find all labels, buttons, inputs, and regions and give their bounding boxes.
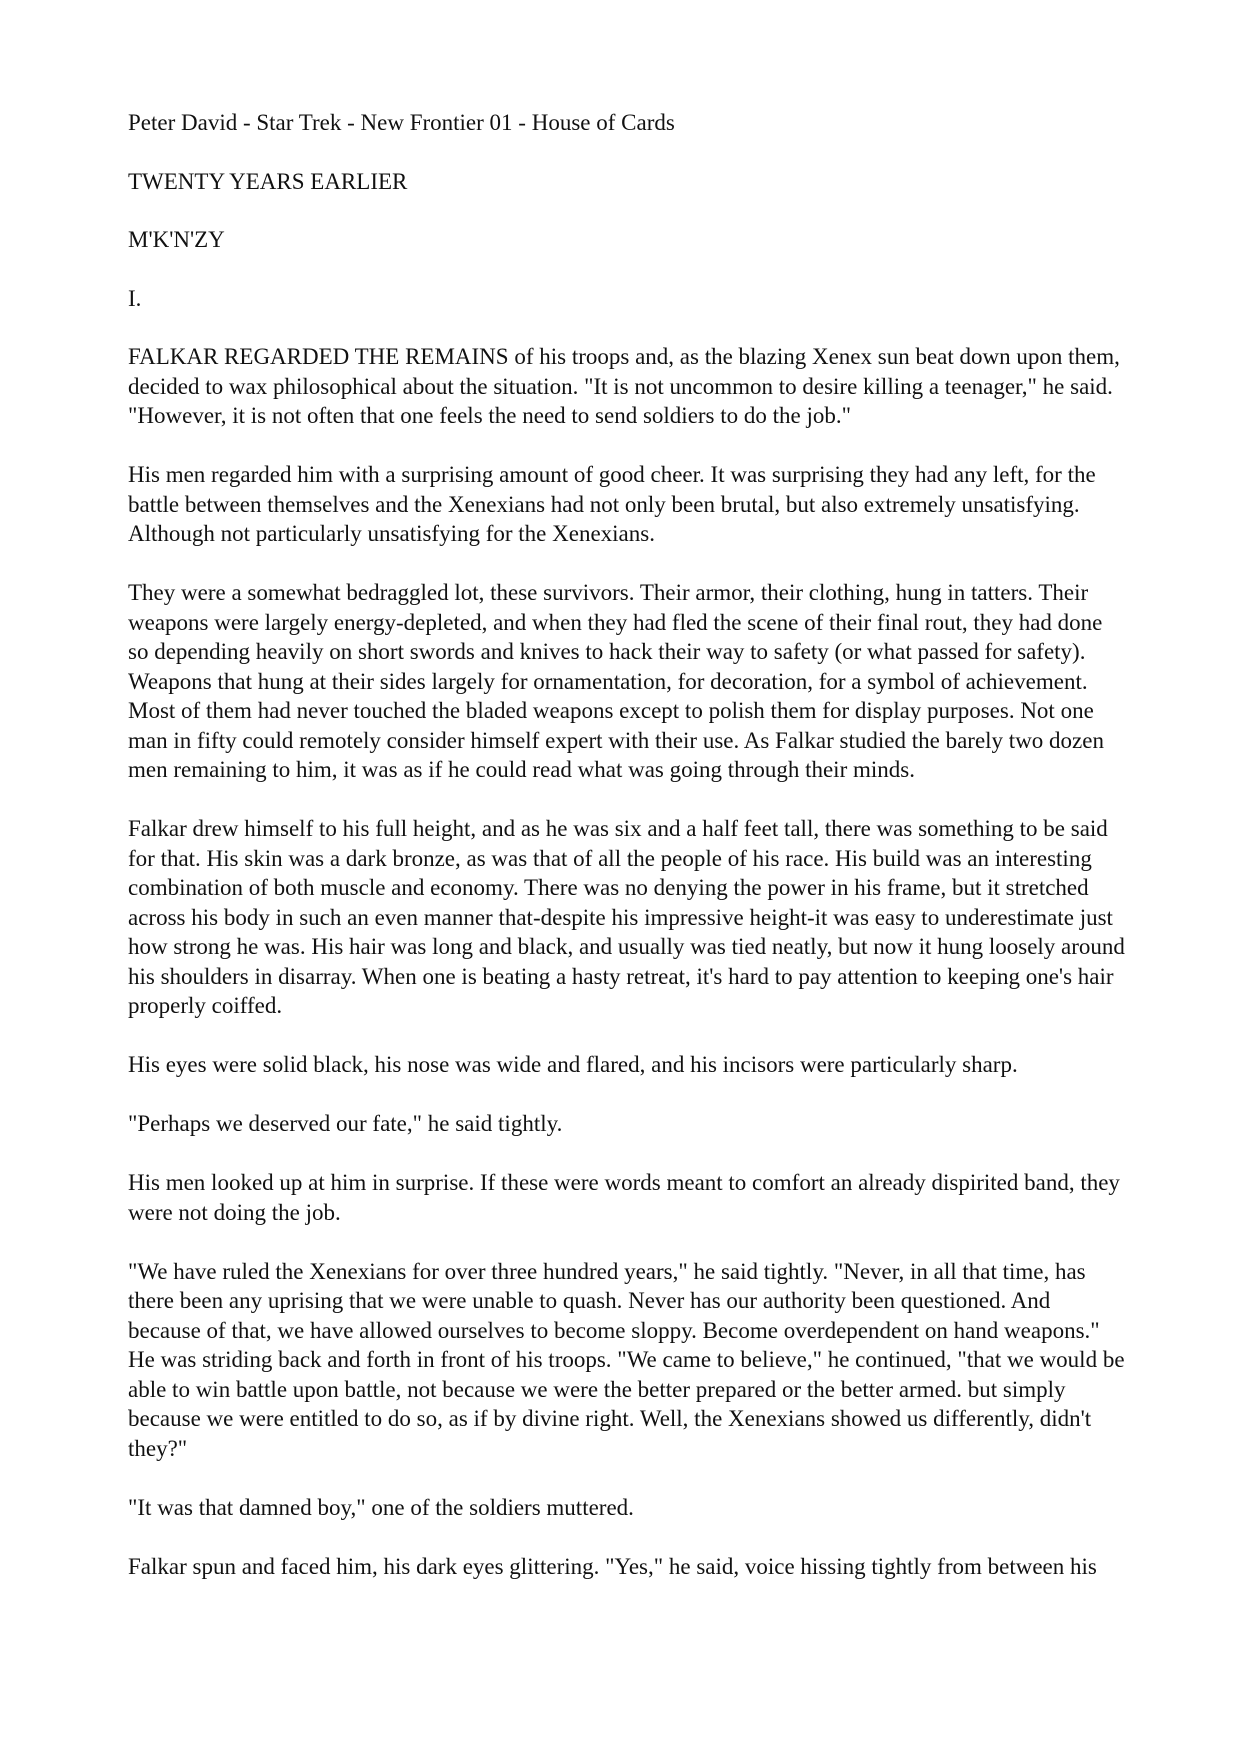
- chapter-heading: M'K'N'ZY: [128, 227, 225, 252]
- paragraph: His eyes were solid black, his nose was wide and flared, and his incisors were particularly sharp.: [128, 1052, 1018, 1077]
- paragraph: "Perhaps we deserved our fate," he said tightly.: [128, 1111, 563, 1136]
- paragraph: Falkar drew himself to his full height, and as he was six and a half feet tall, there was something to be said for that. His skin was a dark bronze, as was that of all the people of his race. His build was an interesting combination of both muscle and economy. There was no denying the power in his frame, but it stretched across his body in such an even manner that-despite his impressive height-it was easy to underestimate just how strong he was. His hair was long and black, and usually was tied neatly, but now it hung loosely around his shoulders in disarray. When one is beating a hasty retreat, it's hard to pay attention to keeping one's hair properly coiffed.: [128, 816, 1125, 1018]
- part-number: I.: [128, 285, 142, 311]
- paragraph: His men looked up at him in surprise. If these were words meant to comfort an already dispirited band, they were not doing the job.: [128, 1170, 1120, 1225]
- paragraph: Falkar spun and faced him, his dark eyes glittering. "Yes," he said, voice hissing tightly from between his: [128, 1553, 1097, 1579]
- section-heading: TWENTY YEARS EARLIER: [128, 168, 408, 194]
- paragraph: His men regarded him with a surprising amount of good cheer. It was surprising they had any left, for the battle between themselves and the Xenexians had not only been brutal, but also extremely unsatisfying. Although not particularly unsatisfying for the Xenexians.: [128, 462, 1096, 546]
- paragraph: FALKAR REGARDED THE REMAINS of his troops and, as the blazing Xenex sun beat down upon them, decided to wax philosophical about the situation. "It is not uncommon to desire killing a teenager," he said. "However, it is not often that one feels the need to send soldiers to do the job.": [128, 344, 1120, 428]
- paragraph: "We have ruled the Xenexians for over three hundred years," he said tightly. "Never, in all that time, has there been any uprising that we were unable to quash. Never has our authority been questioned. And because of that, we have allowed ourselves to become sloppy. Become overdependent on hand weapons." He was striding back and forth in front of his troops. "We came to believe," he continued, "that we would be able to win battle upon battle, not because we were the better prepared or the better armed. but simply because we were entitled to do so, as if by divine right. Well, the Xenexians showed us differently, didn't they?": [128, 1258, 1125, 1461]
- document-page: [128, 108, 1128, 1611]
- document-title: Peter David - Star Trek - New Frontier 01 - House of Cards: [128, 110, 675, 135]
- paragraph: They were a somewhat bedraggled lot, these survivors. Their armor, their clothing, hung in tatters. Their weapons were largely energy-depleted, and when they had fled the scene of their final rout, they had done so depending heavily on short swords and knives to hack their way to safety (or what passed for safety). Weapons that hung at their sides largely for ornamentation, for decoration, for a symbol of achievement. Most of them had never touched the bladed weapons except to polish them for display purposes. Not one man in fifty could remotely consider himself expert with their use. As Falkar studied the barely two dozen men remaining to him, it was as if he could read what was going through their minds.: [128, 580, 1104, 782]
- paragraph: "It was that damned boy," one of the soldiers muttered.: [128, 1494, 634, 1520]
